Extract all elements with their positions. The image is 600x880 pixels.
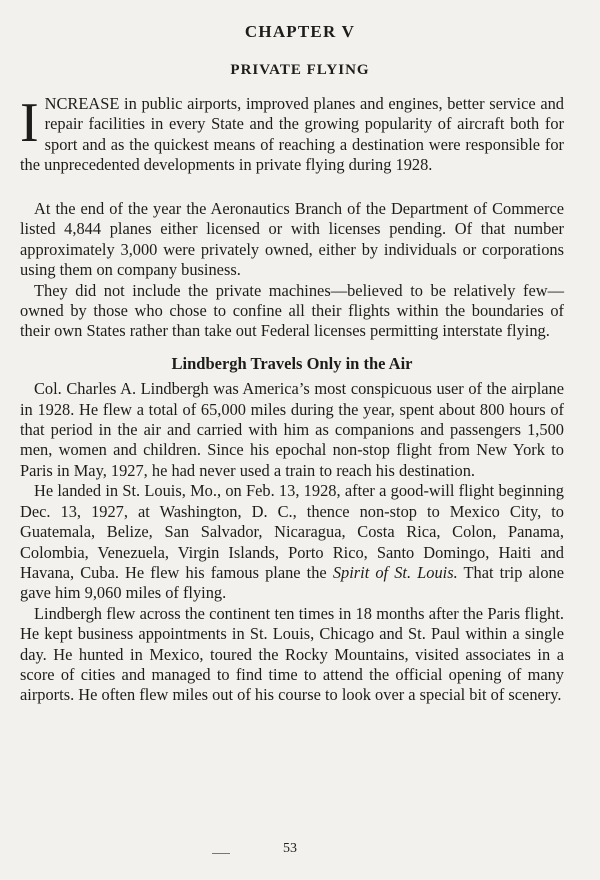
paragraph-1: NCREASE in public airports, improved planes and engines, better service and repair facilities in every State and the growing popularity of aircraft both for sport and as the quickest means of reaching a destination were responsible for the unprecedented developments in private flying during 1928. bbox=[20, 94, 564, 175]
plane-name: Spirit of St. Louis. bbox=[332, 562, 458, 582]
paragraph-4: Col. Charles A. Lindbergh was America’s most conspicuous user of the airplane in 1928. He flew a total of 65,000 miles during the year, spent about 800 hours of that period in the air and carried with him as companions and passengers 1,500 men, women and children. Since his epochal non-stop flight from New York to Paris in May, 1927, he had never used a train to reach his destination. bbox=[20, 379, 564, 480]
paragraph-3: They did not include the private machines—believed to be relatively few—owned by those who chose to confine all their flights within the boundaries of their own States rather than take out Federal licenses permitting interstate flying. bbox=[20, 280, 564, 341]
subheading: Lindbergh Travels Only in the Air bbox=[171, 353, 413, 373]
paragraph-6: Lindbergh flew across the continent ten times in 18 months after the Paris flight. He kept business appointments in St. Louis, Chicago and St. Paul within a single day. He hunted in Mexico, toured the Rocky Mountains, visited associates in a score of cities and managed to find time to attend the official opening of many airports. He often flew miles out of his course to look over a special bit of scenery. bbox=[20, 603, 564, 705]
paragraph-5 bbox=[20, 481, 564, 603]
section-title: PRIVATE FLYING bbox=[230, 62, 370, 78]
paragraph-2: At the end of the year the Aeronautics Branch of the Department of Commerce listed 4,844 planes either licensed or with licenses pending. Of that number approximately 3,000 were privately owned, either by individuals or corporations using them on company business. bbox=[20, 199, 564, 280]
page-number: 53 bbox=[283, 841, 297, 856]
drop-cap: I bbox=[20, 92, 39, 154]
body-text bbox=[20, 199, 564, 706]
paragraph-5-part-a: He landed in St. Louis, Mo., on Feb. 13, 1928, after a good-will flight beginning Dec. 13, 1927, at Washington, D. C., thence non-stop to Mexico City, to Guatemala, Belize, San Salvador, Nicaragua, Costa Rica, Colon, Panama, Colombia, Venezuela, Virgin Islands, Porto Rico, Santo Domingo, Haiti and Havana, Cuba. He flew his famous plane the bbox=[20, 481, 564, 582]
chapter-title: CHAPTER V bbox=[244, 22, 356, 41]
paragraph-5-part-b: That trip alone gave him 9,060 miles of flying. bbox=[20, 562, 564, 603]
opening-paragraph bbox=[20, 94, 564, 176]
